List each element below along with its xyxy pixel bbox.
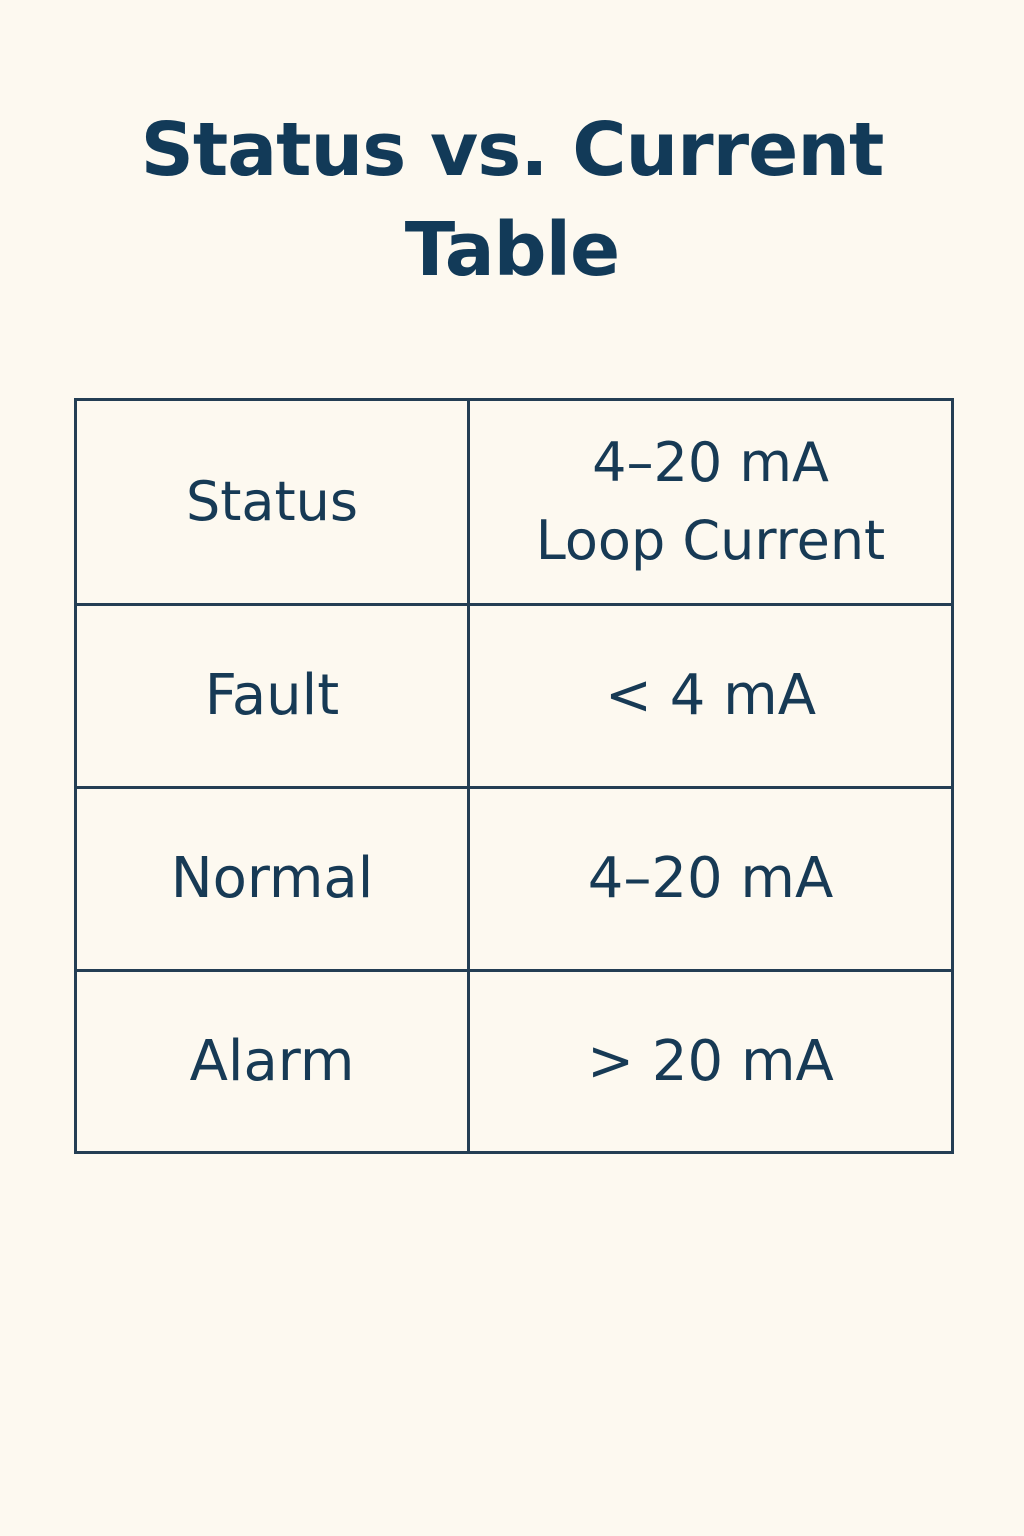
status-current-table <box>74 398 954 1154</box>
status-cell: Fault <box>76 605 469 788</box>
status-cell: Alarm <box>76 971 469 1153</box>
page-title <box>0 100 1024 300</box>
table-row <box>76 788 953 971</box>
page-title-line-2: Table <box>404 207 620 293</box>
table-row <box>76 605 953 788</box>
status-column-header: Status <box>76 400 469 605</box>
current-column-header <box>469 400 953 605</box>
current-cell: 4–20 mA <box>469 788 953 971</box>
current-header-line-2: Loop Current <box>535 509 886 572</box>
current-cell: < 4 mA <box>469 605 953 788</box>
current-header-line-1: 4–20 mA <box>592 431 829 494</box>
table-header-row <box>76 400 953 605</box>
current-cell: > 20 mA <box>469 971 953 1153</box>
table-row <box>76 971 953 1153</box>
status-cell: Normal <box>76 788 469 971</box>
page-title-line-1: Status vs. Current <box>140 107 884 193</box>
